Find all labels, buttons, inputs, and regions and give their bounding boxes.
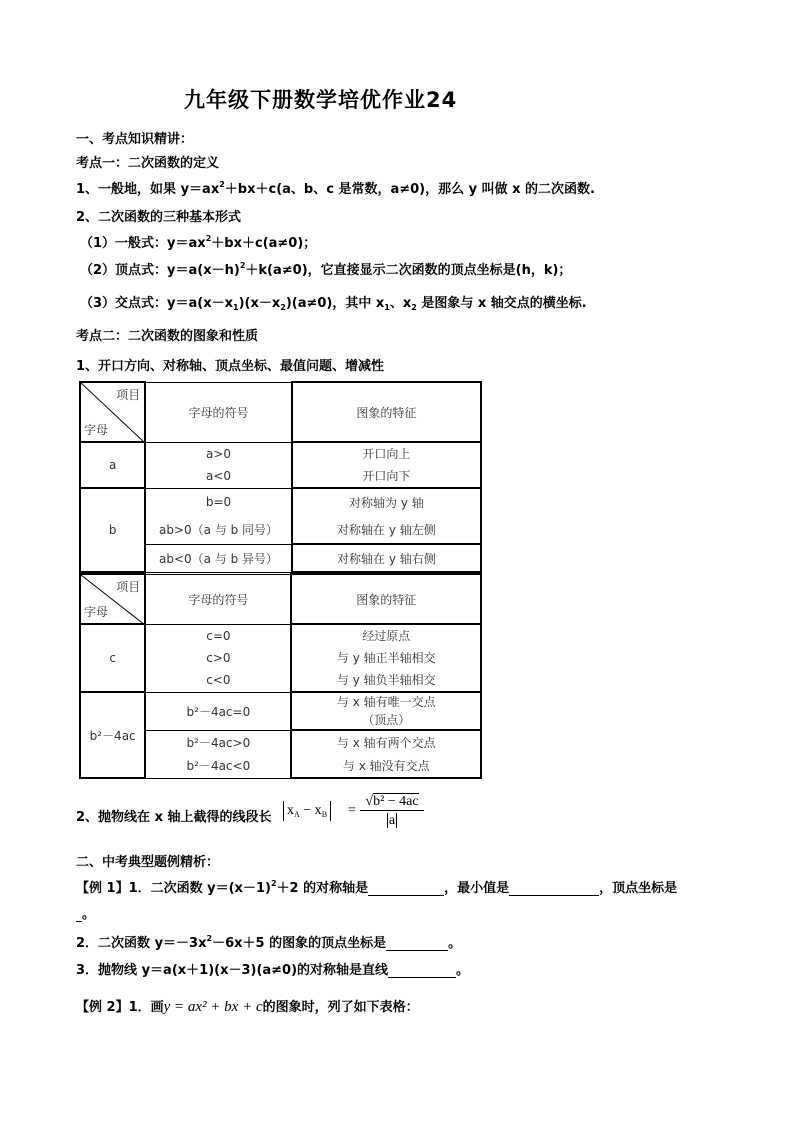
- feature-opens-up: 开口向上: [362, 447, 411, 461]
- ex1-text-a: 【例 1】1．二次函数 y＝(x－1): [76, 881, 271, 896]
- c-signs: [145, 624, 291, 692]
- fraction: [360, 793, 424, 831]
- sign-b-zero: b=0: [145, 488, 292, 516]
- sign-disc-negative: b²－4ac<0: [145, 754, 291, 778]
- definition-line: 1、一般地，如果 $y=ax^2+bx+c(a$、b、c 是常数，a≠0)，那么 y 叫做 x 的二次函数.: [76, 180, 595, 197]
- feature-one-root: 与 x 轴有唯一交点: [336, 695, 436, 709]
- ex2-intro-b: 的图象时，列了如下表格：: [262, 1000, 419, 1015]
- header-feature: 图象的特征: [292, 382, 481, 442]
- sign-disc-positive: b²－4ac>0: [145, 730, 291, 754]
- a-features: [292, 442, 481, 488]
- segment-length-label: 2、抛物线在 x 轴上截得的线段长: [76, 810, 272, 825]
- ex1-text-c: ，最小值是: [444, 881, 510, 896]
- sign-ab-positive: ab>0（a 与 b 同号）: [145, 516, 292, 544]
- section-2-heading: 二、中考典型题例精析：: [76, 855, 220, 870]
- row-label-discriminant: b²－4ac: [80, 692, 145, 778]
- example-1-q3: [76, 959, 469, 978]
- properties-heading: 1、开口方向、对称轴、顶点坐标、最值问题、增减性: [76, 359, 385, 374]
- axis-line-answer-blank[interactable]: [388, 963, 456, 978]
- header-feature: 图象的特征: [291, 574, 481, 624]
- table1-corner-cell: [80, 382, 145, 442]
- example-1-continued: [76, 903, 95, 922]
- x-a: x: [287, 803, 294, 818]
- sign-a-negative: a<0: [206, 469, 232, 483]
- abs-a: a: [388, 813, 396, 828]
- ex1-text-e: 。: [82, 907, 96, 922]
- sign-c-negative: c<0: [206, 673, 231, 687]
- sign-disc-zero: b²－4ac=0: [145, 692, 291, 730]
- ex1-text-b: ＋2 的对称轴是: [276, 881, 369, 896]
- table2-corner-cell: [80, 574, 145, 624]
- feature-one-root-cell: [291, 692, 481, 730]
- sign-ab-negative: ab<0（a 与 b 异号）: [145, 544, 292, 572]
- sqrt-radicand: b² − 4ac: [373, 794, 419, 809]
- definition-text-b: ＋bx＋c(a、b、c 是常数，a≠0)，那么 y 叫做 x 的二次函数.: [224, 182, 595, 197]
- abs-difference: [283, 801, 331, 821]
- feature-no-roots: 与 x 轴没有交点: [291, 754, 481, 778]
- min-value-answer-blank[interactable]: [509, 881, 599, 896]
- row-label-c: c: [80, 624, 145, 692]
- intercept-form-e: 是图象与 x 轴交点的横坐标.: [416, 296, 587, 311]
- feature-through-origin: 经过原点: [362, 629, 411, 643]
- feature-opens-down: 开口向下: [362, 469, 411, 483]
- point-1-heading: 考点一：二次函数的定义: [76, 156, 220, 171]
- minus-x: − x: [299, 803, 322, 818]
- feature-two-roots: 与 x 轴有两个交点: [291, 730, 481, 754]
- c-features: [291, 624, 481, 692]
- general-form-b: ＋bx＋c(a≠0)；: [211, 236, 317, 251]
- example-2-line: [76, 996, 419, 1016]
- vertex-form-b: ＋k(a≠0)，它直接显示二次函数的顶点坐标是(h，k)；: [245, 263, 572, 278]
- ex2-text-c: 。: [448, 936, 462, 951]
- sub-a: A: [294, 810, 300, 819]
- ex2-text-a: 2．二次函数 y＝－3x: [76, 936, 207, 951]
- feature-axis-left: 对称轴在 y 轴左侧: [292, 516, 481, 544]
- axis-answer-blank[interactable]: [368, 881, 444, 896]
- feature-axis-right: 对称轴在 y 轴右侧: [292, 544, 481, 572]
- sign-c-positive: c>0: [206, 651, 231, 665]
- sub-b: B: [321, 810, 328, 819]
- header-sign: 字母的符号: [145, 382, 292, 442]
- header-letter: 字母: [84, 605, 109, 619]
- vertex-form: （2）顶点式：$y=a(x-h)^2+k(a\ne 0)$，它直接显示二次函数的顶点坐标是(h，k)；: [80, 261, 572, 278]
- vertex-coord-answer-blank[interactable]: [386, 936, 448, 951]
- ex1-text-d: ，顶点坐标是: [599, 881, 678, 896]
- row-label-b: b: [80, 488, 145, 572]
- feature-axis-y: 对称轴为 y 轴: [292, 488, 481, 516]
- general-form-a: （1）一般式：y＝ax: [80, 236, 206, 251]
- row-label-a: a: [80, 442, 145, 488]
- point-2-heading: 考点二：二次函数的图象和性质: [76, 329, 259, 344]
- intercept-form-a: （3）交点式：y＝a(x－x: [80, 296, 234, 311]
- properties-table-ab: [79, 381, 482, 573]
- a-signs: [145, 442, 292, 488]
- numerator: √b² − 4ac: [365, 794, 419, 809]
- ex3-text-a: 3．抛物线 y＝a(x＋1)(x－3)(a≠0)的对称轴是直线: [76, 963, 389, 978]
- feature-positive-y: 与 y 轴正半轴相交: [336, 651, 436, 665]
- intercept-form-b: )(x－x: [238, 296, 281, 311]
- header-item: 项目: [116, 580, 141, 594]
- equals-sign: =: [348, 803, 356, 818]
- intercept-form-d: 、x: [389, 296, 412, 311]
- definition-text-a: 1、一般地，如果 y＝ax: [76, 182, 220, 197]
- intercept-form: （3）交点式：$y=a(x-x_1)(x-x_2)(a\ne 0)$，其中 $x_1$、$x_2$ 是图象与 x 轴交点的横坐标.: [80, 296, 587, 312]
- feature-negative-y: 与 y 轴负半轴相交: [336, 673, 436, 687]
- feature-vertex-note: （顶点）: [362, 713, 411, 727]
- three-forms-heading: 2、二次函数的三种基本形式: [76, 210, 242, 225]
- quadratic-formula: y = ax² + bx + c: [163, 999, 263, 1015]
- general-form: （1）一般式：$y=ax^2+bx+c(a\ne 0)$；: [80, 234, 317, 251]
- header-letter: 字母: [84, 423, 109, 437]
- header-item: 项目: [116, 388, 141, 402]
- intercept-form-c: )(a≠0)，其中 x: [285, 296, 385, 311]
- sign-a-positive: a>0: [206, 447, 232, 461]
- denominator: [360, 810, 424, 831]
- ex2-intro-a: 【例 2】1．画: [76, 1000, 164, 1015]
- section-1-heading: 一、考点知识精讲：: [76, 132, 194, 147]
- properties-table-c-discriminant: [79, 573, 482, 779]
- ex2-text-b: －6x＋5 的图象的顶点坐标是: [212, 936, 387, 951]
- vertex-form-a: （2）顶点式：y＝a(x－h): [80, 263, 240, 278]
- sign-c-zero: c=0: [206, 629, 231, 643]
- header-sign: 字母的符号: [145, 574, 291, 624]
- example-1-q2: 2．二次函数 $y=-3x^2-6x+5$ 的图象的顶点坐标是 。: [76, 934, 462, 951]
- ex3-text-b: 。: [456, 963, 470, 978]
- page-title: 九年级下册数学培优作业24: [184, 88, 458, 112]
- example-1-line: 【例 1】1．二次函数 $y=(x-1)^2+2$ 的对称轴是 ，最小值是 ，顶点坐标是: [76, 879, 678, 896]
